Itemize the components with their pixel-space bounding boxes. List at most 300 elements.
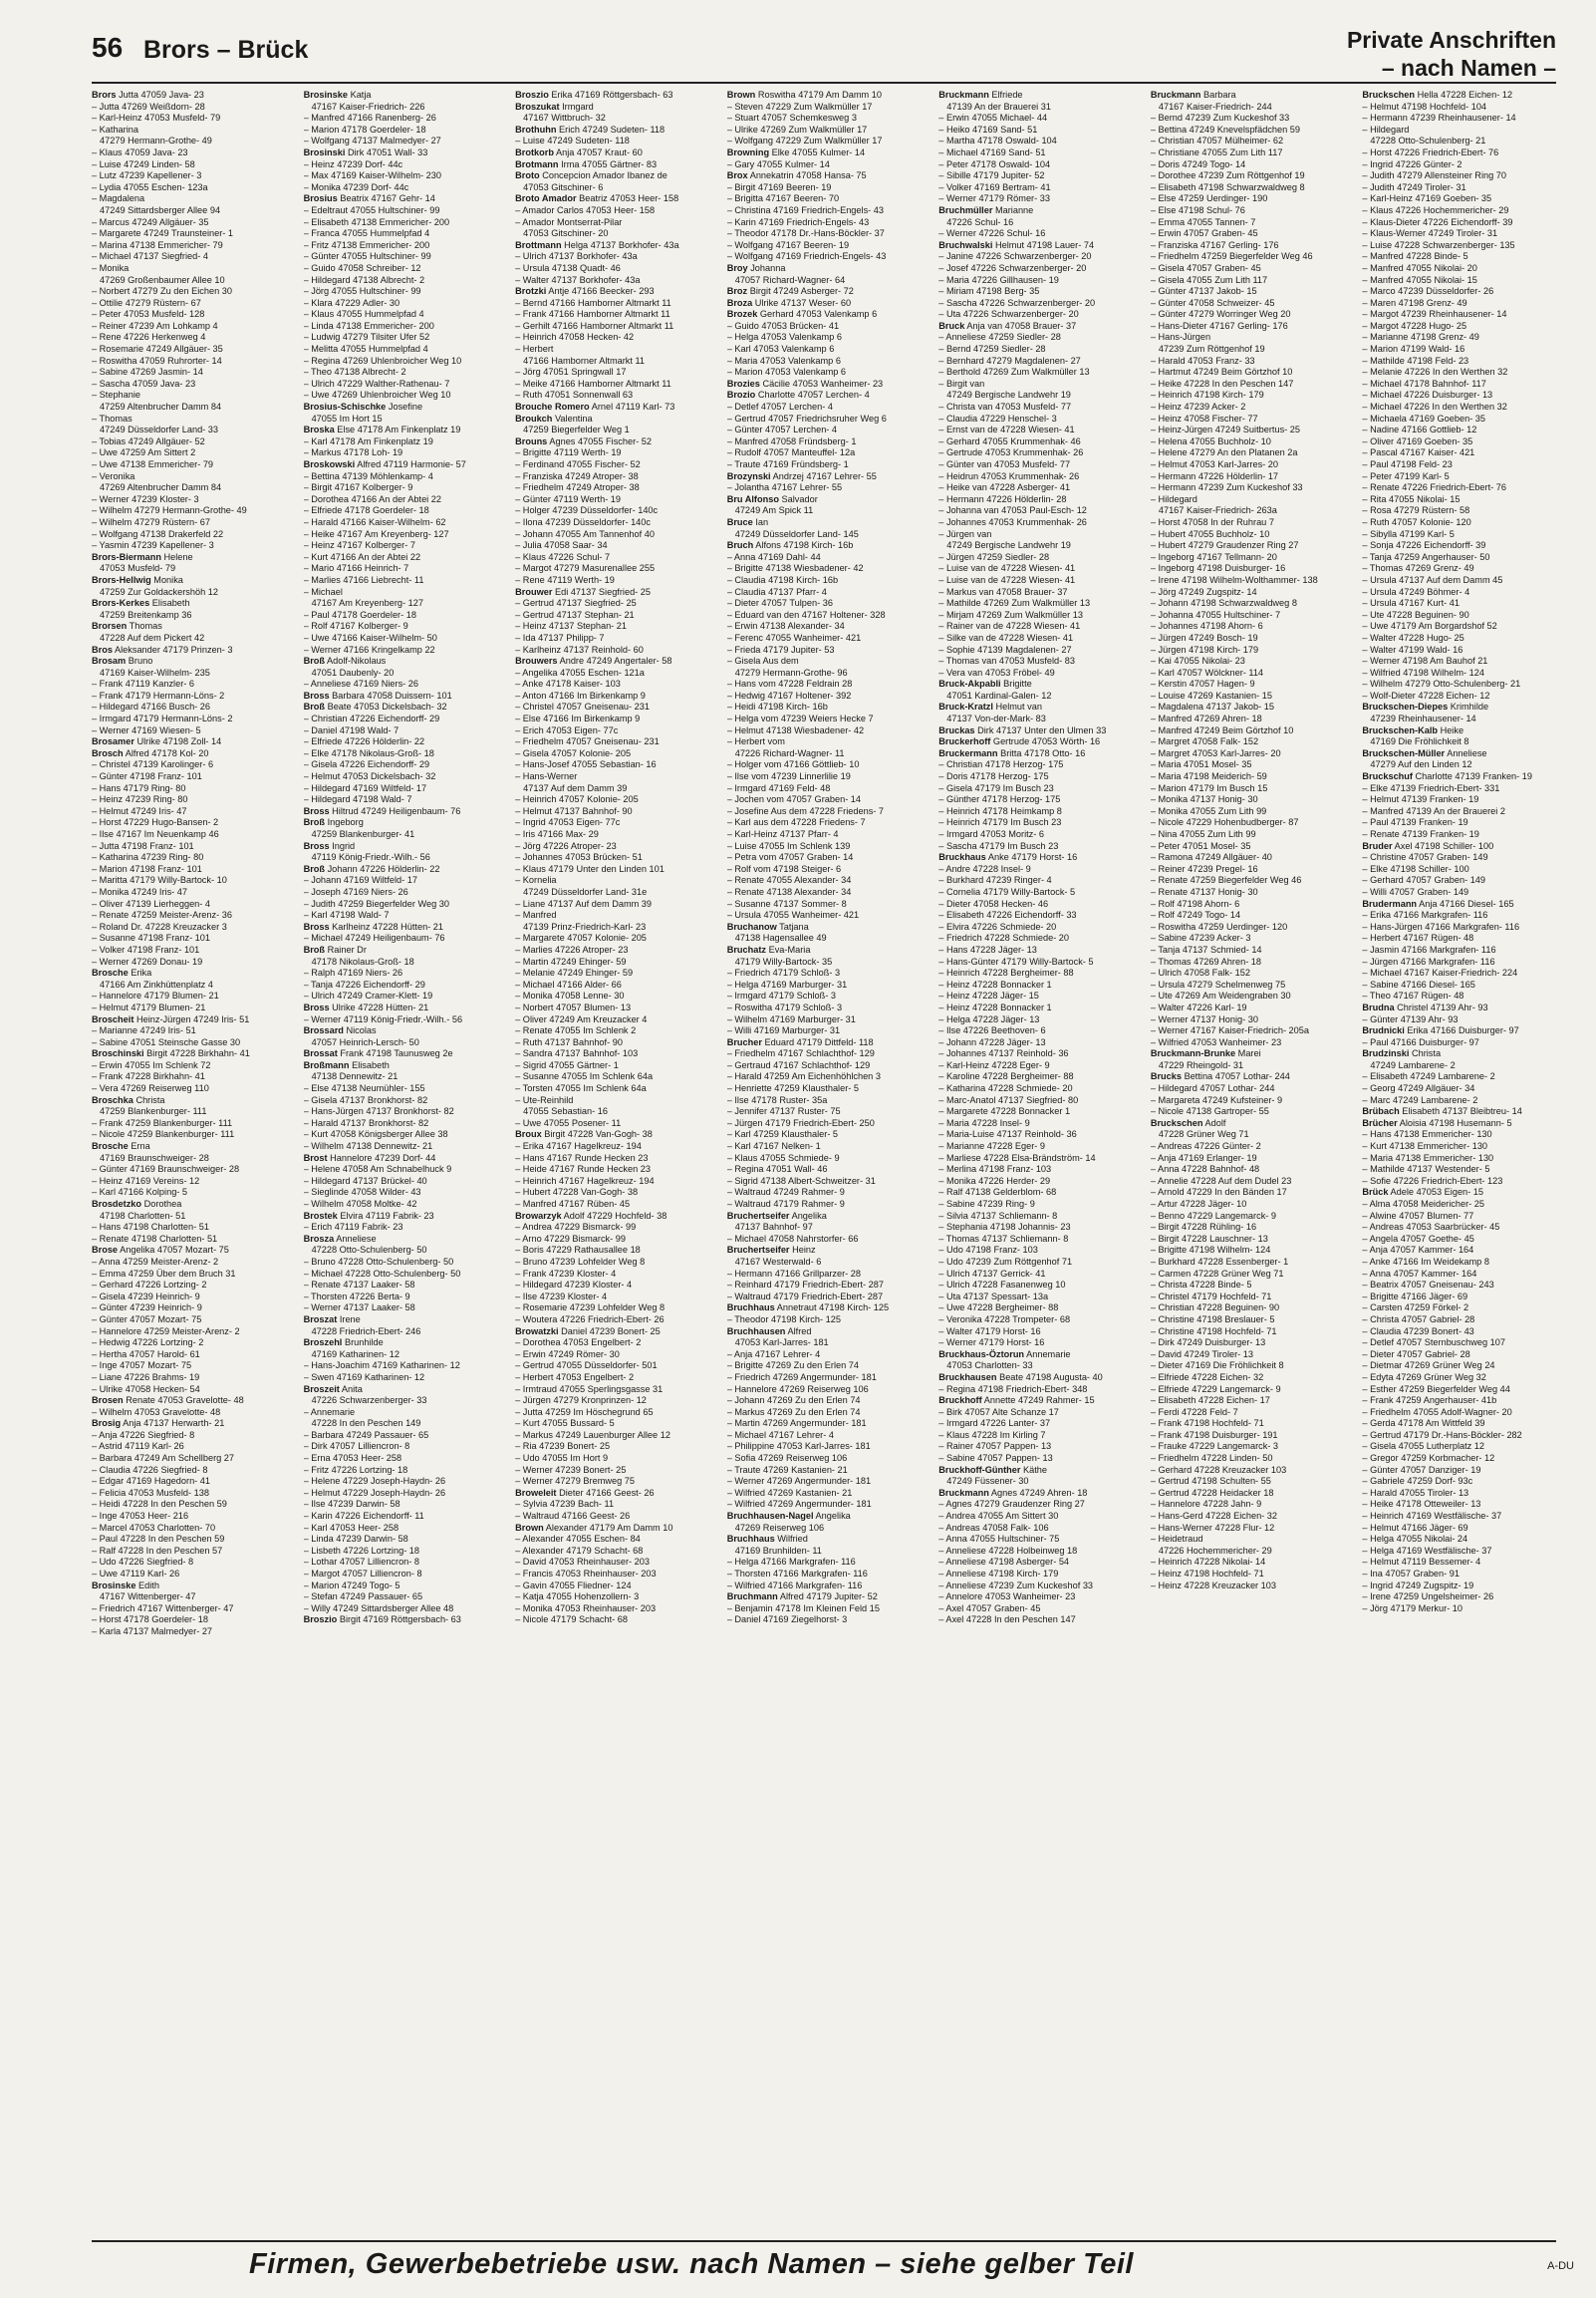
- listing-entry: [92, 1326, 296, 1338]
- entry-details: – Anja 47226 Siegfried- 8: [92, 1429, 195, 1440]
- listing-entry: [1362, 125, 1566, 137]
- listing-entry: [515, 1129, 719, 1141]
- listing-entry: [1362, 1511, 1566, 1523]
- listing-entry: [727, 159, 931, 171]
- listing-entry: [727, 945, 931, 957]
- entry-details: – Brigitta 47167 Beeren- 70: [726, 193, 840, 204]
- entry-details: Barbara: [1202, 90, 1236, 100]
- entry-details: 47259 Altenbrucher Damm 84: [100, 402, 222, 413]
- entry-details: 47249 Sittardsberger Allee 94: [100, 204, 221, 215]
- listing-entry: [92, 205, 296, 217]
- listing-entry: [938, 147, 1143, 159]
- listing-entry: [92, 679, 296, 691]
- entry-details: – Hannelore 47228 Jahn- 9: [1150, 1499, 1262, 1510]
- listing-entry: [727, 806, 931, 818]
- listing-entry: [727, 1546, 931, 1558]
- listing-entry: [938, 414, 1143, 426]
- listing-entry: [92, 817, 296, 829]
- listing-entry: [304, 125, 508, 137]
- listing-entry: [727, 759, 931, 771]
- listing-entry: [727, 379, 931, 391]
- listing-column: [1151, 90, 1355, 2237]
- listing-entry: [1151, 783, 1355, 795]
- listing-entry: [304, 621, 508, 633]
- listing-entry: [938, 1141, 1143, 1153]
- entry-details: 47249 Düsseldorfer Land- 33: [100, 425, 219, 435]
- listing-entry: [938, 1211, 1143, 1223]
- entry-details: – Detlef 47057 Sternbuschweg 107: [1362, 1337, 1505, 1348]
- entry-details: – Birgit 47169 Beeren- 19: [726, 181, 832, 192]
- listing-entry: [727, 102, 931, 114]
- entry-details: – Mirjam 47269 Zum Walkmüller 13: [938, 609, 1083, 620]
- entry-details: – Brigitte 47138 Wiesbadener- 42: [726, 563, 864, 574]
- listing-entry: [938, 1499, 1143, 1511]
- listing-entry: [92, 159, 296, 171]
- listing-entry: [304, 1141, 508, 1153]
- listing-entry: [727, 147, 931, 159]
- listing-entry: [92, 1476, 296, 1488]
- entry-details: – Hans 47167 Runde Hecken 23: [515, 1152, 649, 1163]
- entry-details: – Anna 47169 Dahl- 44: [726, 551, 821, 562]
- listing-entry: [1362, 587, 1566, 599]
- entry-details: – Jürgen 47179 Friedrich-Ebert- 250: [726, 1117, 875, 1128]
- entry-details: – Peter 47178 Oswald- 104: [938, 158, 1051, 169]
- entry-details: – Jürgen 47249 Bosch- 19: [1150, 632, 1258, 643]
- entry-details: – Ilse 47239 Darwin- 58: [303, 1499, 400, 1510]
- listing-entry: [938, 552, 1143, 564]
- entry-details: – Alwine 47057 Blumen- 77: [1362, 1210, 1474, 1221]
- entry-surname: Broszeit: [303, 1383, 340, 1394]
- entry-details: – Ilse 47226 Beethoven- 6: [938, 1025, 1046, 1036]
- listing-entry: [92, 1187, 296, 1199]
- listing-entry: [1151, 251, 1355, 263]
- entry-details: – Bernd 47239 Zum Kuckeshof 33: [1150, 113, 1290, 124]
- entry-details: – Brigitte 47119 Werth- 19: [515, 447, 622, 458]
- listing-entry: [304, 217, 508, 229]
- entry-details: Ulrike 47137 Weser- 60: [754, 297, 852, 308]
- listing-entry: [92, 275, 296, 287]
- entry-details: Käthe: [1023, 1464, 1048, 1475]
- entry-details: 47228 Auf dem Pickert 42: [100, 632, 205, 643]
- entry-details: – Elisabeth 47138 Emmericher- 200: [303, 216, 450, 227]
- listing-entry: [515, 1014, 719, 1026]
- entry-details: Christel 47139 Ahr- 93: [1397, 1002, 1488, 1012]
- listing-entry: [1362, 922, 1566, 934]
- entry-details: – Monika 47239 Dorf- 44c: [303, 181, 409, 192]
- entry-details: – Irmgard 47169 Feld- 48: [726, 782, 831, 793]
- entry-details: – Markus van 47058 Brauer- 37: [938, 586, 1068, 597]
- listing-entry: [1151, 1546, 1355, 1558]
- entry-surname: Brosche: [92, 1141, 129, 1152]
- entry-details: Josefine: [388, 402, 423, 413]
- entry-details: – Linda 47239 Darwin- 58: [303, 1534, 408, 1545]
- listing-entry: [727, 529, 931, 541]
- entry-surname: Brozek: [726, 309, 758, 320]
- entry-details: – Annelie 47228 Auf dem Dudel 23: [1150, 1175, 1292, 1186]
- listing-entry: [1151, 991, 1355, 1003]
- entry-details: – Karl 47053 Heer- 258: [303, 1522, 399, 1533]
- entry-details: – Waltraud 47249 Rahmer- 9: [726, 1187, 845, 1198]
- listing-entry: [1362, 170, 1566, 182]
- listing-entry: [304, 379, 508, 391]
- listing-entry: [727, 899, 931, 911]
- listing-entry: [515, 875, 719, 887]
- listing-entry: [92, 1222, 296, 1234]
- listing-entry: [1362, 1118, 1566, 1130]
- entry-details: Bettina 47057 Lothar- 244: [1184, 1071, 1290, 1082]
- entry-details: – Herbert: [515, 344, 554, 355]
- entry-details: – Hildegard: [1150, 493, 1197, 504]
- entry-details: – Gertrud 47055 Düsseldorfer- 501: [515, 1360, 658, 1371]
- listing-entry: [1362, 1025, 1566, 1037]
- entry-details: – Helmut 47179 Blumen- 21: [92, 1002, 206, 1012]
- listing-entry: [1362, 1603, 1566, 1615]
- entry-details: – Roswitha 47059 Ruhrorter- 14: [92, 355, 222, 366]
- entry-surname: Brosius-Schischke: [303, 402, 387, 413]
- listing-entry: [1362, 309, 1566, 321]
- listing-entry: [92, 783, 296, 795]
- listing-entry: [92, 1199, 296, 1211]
- listing-entry: [304, 875, 508, 887]
- entry-details: Heinz: [792, 1245, 816, 1256]
- entry-details: – Jörg 47055 Hultschiner- 99: [303, 286, 421, 297]
- entry-details: – Helmut 47229 Joseph-Haydn- 26: [303, 1487, 446, 1498]
- listing-entry: [1362, 1326, 1566, 1338]
- listing-entry: [92, 286, 296, 298]
- entry-details: – Heidrun 47053 Krummenhak- 26: [938, 470, 1080, 481]
- listing-entry: [1151, 1245, 1355, 1257]
- listing-entry: [1362, 344, 1566, 356]
- entry-details: – Theo 47167 Rügen- 48: [1362, 991, 1464, 1002]
- entry-details: – Johannes 47053 Krummenhak- 26: [938, 516, 1087, 527]
- listing-entry: [304, 102, 508, 114]
- listing-entry: [727, 251, 931, 263]
- listing-entry: [92, 771, 296, 783]
- entry-details: – Helmut 47166 Jäger- 69: [1362, 1522, 1468, 1533]
- entry-surname: Brotmann: [515, 158, 559, 169]
- entry-details: – Werner 47179 Römer- 33: [938, 193, 1050, 204]
- entry-details: – Sibylla 47199 Karl- 5: [1362, 528, 1455, 539]
- listing-entry: [1151, 771, 1355, 783]
- entry-details: – Helmut 47138 Wiesbadener- 42: [726, 724, 865, 735]
- entry-details: – Theodor 47178 Dr.-Hans-Böckler- 37: [726, 228, 885, 239]
- entry-surname: Brottmann: [515, 239, 562, 250]
- entry-details: 47259 Biegerfelder Weg 1: [523, 425, 630, 435]
- listing-entry: [92, 899, 296, 911]
- listing-entry: [1151, 1302, 1355, 1314]
- entry-details: – Jürgen van: [938, 528, 992, 539]
- entry-details: – Christine 47057 Graben- 149: [1362, 852, 1488, 863]
- listing-entry: [1151, 170, 1355, 182]
- listing-entry: [938, 1546, 1143, 1558]
- entry-details: – Gerda 47178 Am Wittfeld 39: [1362, 1418, 1485, 1429]
- entry-details: – Judith 47279 Allensteiner Ring 70: [1362, 170, 1506, 181]
- listing-entry: [515, 136, 719, 147]
- entry-details: – Heinrich 47167 Hagelkreuz- 194: [515, 1175, 655, 1186]
- listing-entry: [515, 1614, 719, 1626]
- entry-details: Eduard 47179 Dittfeld- 118: [764, 1036, 874, 1047]
- entry-details: Helmut van: [995, 702, 1042, 713]
- entry-surname: Broß: [303, 702, 325, 713]
- entry-details: – Heinrich 47169 Westfälische- 37: [1362, 1511, 1502, 1522]
- entry-details: – Manfred 47055 Nikolai- 20: [1362, 262, 1477, 273]
- entry-details: Anita: [341, 1383, 363, 1394]
- entry-details: – Dieter 47058 Hecken- 46: [938, 898, 1049, 909]
- entry-details: – Torsten 47055 Im Schlenk 64a: [515, 1083, 647, 1094]
- entry-details: – Heiko 47169 Sand- 51: [938, 124, 1038, 135]
- entry-details: – Anton 47166 Im Birkenkamp 9: [515, 690, 646, 701]
- listing-entry: [727, 922, 931, 934]
- listing-entry: [727, 390, 931, 402]
- entry-surname: Broszukat: [515, 101, 560, 112]
- entry-details: – Lydia 47055 Eschen- 123a: [92, 181, 208, 192]
- entry-details: Dieter 47166 Geest- 26: [559, 1487, 655, 1498]
- listing-entry: [92, 425, 296, 436]
- listing-entry: [938, 1534, 1143, 1546]
- listing-entry: [92, 864, 296, 876]
- listing-entry: [938, 113, 1143, 125]
- entry-details: – Jörg 47051 Springwall 17: [515, 367, 627, 378]
- entry-details: – Karl 47259 Klausthaler- 5: [726, 1129, 839, 1140]
- entry-details: – Rolf 47249 Togo- 14: [1150, 910, 1241, 921]
- listing-entry: [515, 1164, 719, 1176]
- entry-details: – Johann 47269 Zu den Erlen 74: [726, 1395, 861, 1406]
- entry-details: 47226 Hochemmericher- 29: [1158, 1545, 1272, 1556]
- entry-details: – Gabriele 47259 Dorf- 93c: [1362, 1476, 1473, 1487]
- entry-details: – Arno 47229 Bismarck- 99: [515, 1233, 626, 1244]
- listing-entry: [727, 436, 931, 448]
- entry-details: – Wolfgang 47137 Malmedyer- 27: [303, 136, 441, 146]
- entry-surname: Bruckhoff-Günther: [938, 1464, 1021, 1475]
- entry-details: – Erwin 47055 Michael- 44: [938, 113, 1048, 124]
- entry-details: – Werner 47179 Horst- 16: [938, 1337, 1045, 1348]
- entry-details: – Helmut 47139 Franken- 19: [1362, 794, 1479, 805]
- entry-surname: Brosche: [92, 968, 129, 979]
- entry-details: – Karl 47167 Nelken- 1: [726, 1141, 821, 1152]
- entry-details: – Guido 47053 Brücken- 41: [726, 320, 840, 331]
- listing-entry: [92, 1003, 296, 1014]
- listing-entry: [515, 621, 719, 633]
- listing-entry: [515, 1488, 719, 1500]
- listing-entry: [92, 321, 296, 333]
- entry-surname: Brotzki: [515, 286, 547, 297]
- entry-details: – Helga 47053 Valenkamp 6: [726, 332, 842, 343]
- entry-details: – Edgar 47169 Hagedorn- 41: [92, 1476, 211, 1487]
- entry-details: – Ute 47228 Beguinen- 90: [1362, 609, 1469, 620]
- listing-entry: [304, 332, 508, 344]
- entry-details: – Hermann 47226 Hölderlin- 17: [1150, 470, 1279, 481]
- entry-surname: Bruder: [1362, 840, 1393, 851]
- listing-entry: [727, 447, 931, 459]
- listing-entry: [304, 205, 508, 217]
- listing-entry: [92, 668, 296, 680]
- entry-details: – Bernd 47259 Siedler- 28: [938, 344, 1046, 355]
- listing-entry: [727, 1083, 931, 1095]
- entry-details: – Friedrich 47167 Wittenberger- 47: [92, 1602, 234, 1613]
- entry-details: 47228 Friedrich-Ebert- 246: [311, 1325, 421, 1336]
- listing-entry: [1362, 1269, 1566, 1281]
- entry-details: – Kurt 47058 Königsberger Allee 38: [303, 1129, 448, 1140]
- entry-surname: Bruckerhoff: [938, 736, 991, 747]
- entry-details: – Rolf vom 47198 Steiger- 6: [726, 863, 842, 874]
- entry-details: – Ingrid 47053 Eigen- 77c: [515, 817, 621, 828]
- listing-entry: [938, 1614, 1143, 1626]
- listing-entry: [1151, 205, 1355, 217]
- listing-entry: [92, 922, 296, 934]
- listing-entry: [1362, 1129, 1566, 1141]
- entry-details: 47269 Altenbrucher Damm 84: [100, 482, 222, 493]
- listing-entry: [515, 1211, 719, 1223]
- listing-entry: [304, 367, 508, 379]
- entry-details: Axel 47198 Schiller- 100: [1394, 840, 1494, 851]
- entry-details: – Sigrid 47055 Gärtner- 1: [515, 1059, 619, 1070]
- entry-details: – Holger vom 47166 Göttlieb- 10: [726, 759, 860, 770]
- entry-details: 47228 Otto-Schulenberg- 21: [1370, 136, 1486, 146]
- listing-entry: [1151, 402, 1355, 414]
- listing-entry: [938, 968, 1143, 980]
- entry-details: – Gisela 47239 Heinrich- 9: [92, 1291, 200, 1301]
- entry-details: Edith: [138, 1580, 159, 1590]
- entry-details: – Claudia 47229 Henschel- 3: [938, 413, 1057, 424]
- entry-details: – Maria 47226 Gillhausen- 19: [938, 274, 1059, 285]
- entry-details: – Thomas 47137 Schliemann- 8: [938, 1233, 1069, 1244]
- listing-entry: [304, 309, 508, 321]
- entry-details: – Manfred 47228 Binde- 5: [1362, 251, 1468, 262]
- entry-details: – Karl 47178 Am Finkenplatz 19: [303, 435, 433, 446]
- entry-details: – Karl aus dem 47228 Friedens- 7: [726, 817, 866, 828]
- entry-details: 47279 Hermann-Grothe- 96: [734, 667, 848, 678]
- entry-details: – Jasmin 47166 Markgrafen- 116: [1362, 944, 1496, 955]
- listing-entry: [1362, 228, 1566, 240]
- entry-details: – Nicole 47138 Gartroper- 55: [1150, 1106, 1269, 1117]
- listing-entry: [1362, 1187, 1566, 1199]
- listing-entry: [92, 125, 296, 137]
- listing-entry: [1151, 957, 1355, 969]
- listing-entry: [938, 1095, 1143, 1107]
- listing-entry: [92, 1557, 296, 1569]
- listing-entry: [938, 159, 1143, 171]
- listing-entry: [1151, 482, 1355, 494]
- listing-entry: [938, 402, 1143, 414]
- listing-entry: [938, 240, 1143, 252]
- entry-details: – Maria 47138 Emmericher- 130: [1362, 1152, 1494, 1163]
- entry-details: – Klaus 47226 Hochemmericher- 29: [1362, 204, 1509, 215]
- listing-entry: [515, 691, 719, 703]
- entry-details: – Johann 47169 Wiltfeld- 17: [303, 875, 417, 886]
- entry-details: – Heinz 47137 Stephan- 21: [515, 621, 628, 632]
- entry-details: Katja: [350, 90, 372, 100]
- listing-entry: [938, 459, 1143, 471]
- entry-surname: Brox: [726, 170, 748, 181]
- listing-entry: [938, 517, 1143, 529]
- entry-details: 47249 Lambarene- 2: [1370, 1059, 1456, 1070]
- listing-entry: [515, 1106, 719, 1118]
- listing-entry: [727, 1071, 931, 1083]
- listing-entry: [938, 1314, 1143, 1326]
- listing-entry: [304, 552, 508, 564]
- entry-surname: Brostek: [303, 1210, 338, 1221]
- listing-entry: [1362, 957, 1566, 969]
- entry-details: 47259 Zur Goldackershöh 12: [100, 586, 219, 597]
- entry-details: – Elfriede 47226 Hölderlin- 22: [303, 736, 425, 747]
- entry-details: – Marcus 47249 Allgäuer- 35: [92, 216, 209, 227]
- entry-details: – Judith 47259 Biegerfelder Weg 30: [303, 898, 449, 909]
- entry-details: – Luise van de 47228 Wiesen- 41: [938, 563, 1076, 574]
- entry-details: 47167 Kaiser-Friedrich- 263a: [1158, 505, 1277, 516]
- entry-details: – Magdalena 47137 Jakob- 15: [1150, 702, 1274, 713]
- entry-details: Anneliese: [336, 1233, 377, 1244]
- entry-details: – Marlies 47166 Liebrecht- 11: [303, 574, 424, 585]
- entry-details: – Angela 47057 Goethe- 45: [1362, 1233, 1474, 1244]
- listing-entry: [938, 275, 1143, 287]
- entry-details: – Heinrich 47228 Bergheimer- 88: [938, 968, 1074, 979]
- entry-details: – Gisela 47179 Im Busch 23: [938, 782, 1054, 793]
- listing-entry: [515, 1199, 719, 1211]
- entry-details: Aloisia 47198 Husemann- 5: [1399, 1117, 1512, 1128]
- entry-details: – Sofia 47269 Reiserweg 106: [726, 1453, 848, 1464]
- entry-details: – Monika 47058 Lenne- 30: [515, 991, 625, 1002]
- entry-details: Christa: [1411, 1048, 1442, 1059]
- entry-details: – Carmen 47228 Grüner Weg 71: [1150, 1268, 1284, 1279]
- entry-details: – Harald 47166 Kaiser-Wilhelm- 62: [303, 516, 446, 527]
- listing-entry: [727, 794, 931, 806]
- listing-entry: [1151, 552, 1355, 564]
- entry-details: – Hildegard 47239 Kloster- 4: [515, 1280, 633, 1291]
- listing-entry: [727, 402, 931, 414]
- entry-details: – Gerhard 47057 Graben- 149: [1362, 875, 1486, 886]
- entry-details: – Herbert vom: [726, 736, 785, 747]
- listing-entry: [515, 1603, 719, 1615]
- entry-details: – Günter 47119 Werth- 19: [515, 493, 622, 504]
- listing-entry: [304, 1360, 508, 1372]
- entry-details: – Werner 47169 Wiesen- 5: [92, 724, 201, 735]
- listing-entry: [727, 933, 931, 945]
- listing-entry: [1362, 1234, 1566, 1246]
- entry-details: – Gerhard 47055 Krummenhak- 46: [938, 435, 1081, 446]
- entry-details: – Sandra 47137 Bahnhof- 103: [515, 1048, 639, 1059]
- entry-details: – Wilfried 47269 Angermunder- 181: [726, 1499, 872, 1510]
- listing-entry: [515, 228, 719, 240]
- entry-details: Adolf-Nikolaus: [327, 656, 387, 667]
- entry-details: – Herbert 47053 Engelbert- 2: [515, 1371, 635, 1382]
- entry-details: – Hans 47198 Charlotten- 51: [92, 1222, 209, 1233]
- listing-entry: [515, 1476, 719, 1488]
- entry-details: – Sabine 47269 Jasmin- 14: [92, 367, 203, 378]
- entry-surname: Broska: [303, 425, 335, 435]
- listing-entry: [92, 1257, 296, 1269]
- listing-entry: [727, 621, 931, 633]
- entry-surname: Brucher: [726, 1036, 762, 1047]
- entry-details: – Ursula 47137 Auf dem Damm 45: [1362, 574, 1503, 585]
- listing-entry: [515, 1314, 719, 1326]
- entry-details: – Ingrid 47226 Günter- 2: [1362, 158, 1463, 169]
- entry-details: – Uta 47226 Schwarzenberger- 20: [938, 309, 1079, 320]
- listing-entry: [727, 1292, 931, 1303]
- entry-details: 47269 Großenbaumer Allee 10: [100, 274, 225, 285]
- listing-entry: [1362, 668, 1566, 680]
- entry-details: Erika 47166 Duisburger- 97: [1407, 1025, 1519, 1036]
- listing-entry: [515, 852, 719, 864]
- entry-details: – Elfriede 47228 Eichen- 32: [1150, 1371, 1264, 1382]
- entry-surname: Brudzinski: [1362, 1048, 1410, 1059]
- entry-details: – Elisabeth 47198 Schwarzwaldweg 8: [1150, 181, 1305, 192]
- entry-details: – Manfred 47139 An der Brauerei 2: [1362, 805, 1505, 816]
- listing-entry: [515, 806, 719, 818]
- entry-details: – Roswitha 47259 Uerdinger- 120: [1150, 921, 1288, 932]
- listing-entry: [727, 1407, 931, 1419]
- entry-details: – Tanja 47137 Schmied- 14: [1150, 944, 1262, 955]
- listing-entry: [1151, 656, 1355, 668]
